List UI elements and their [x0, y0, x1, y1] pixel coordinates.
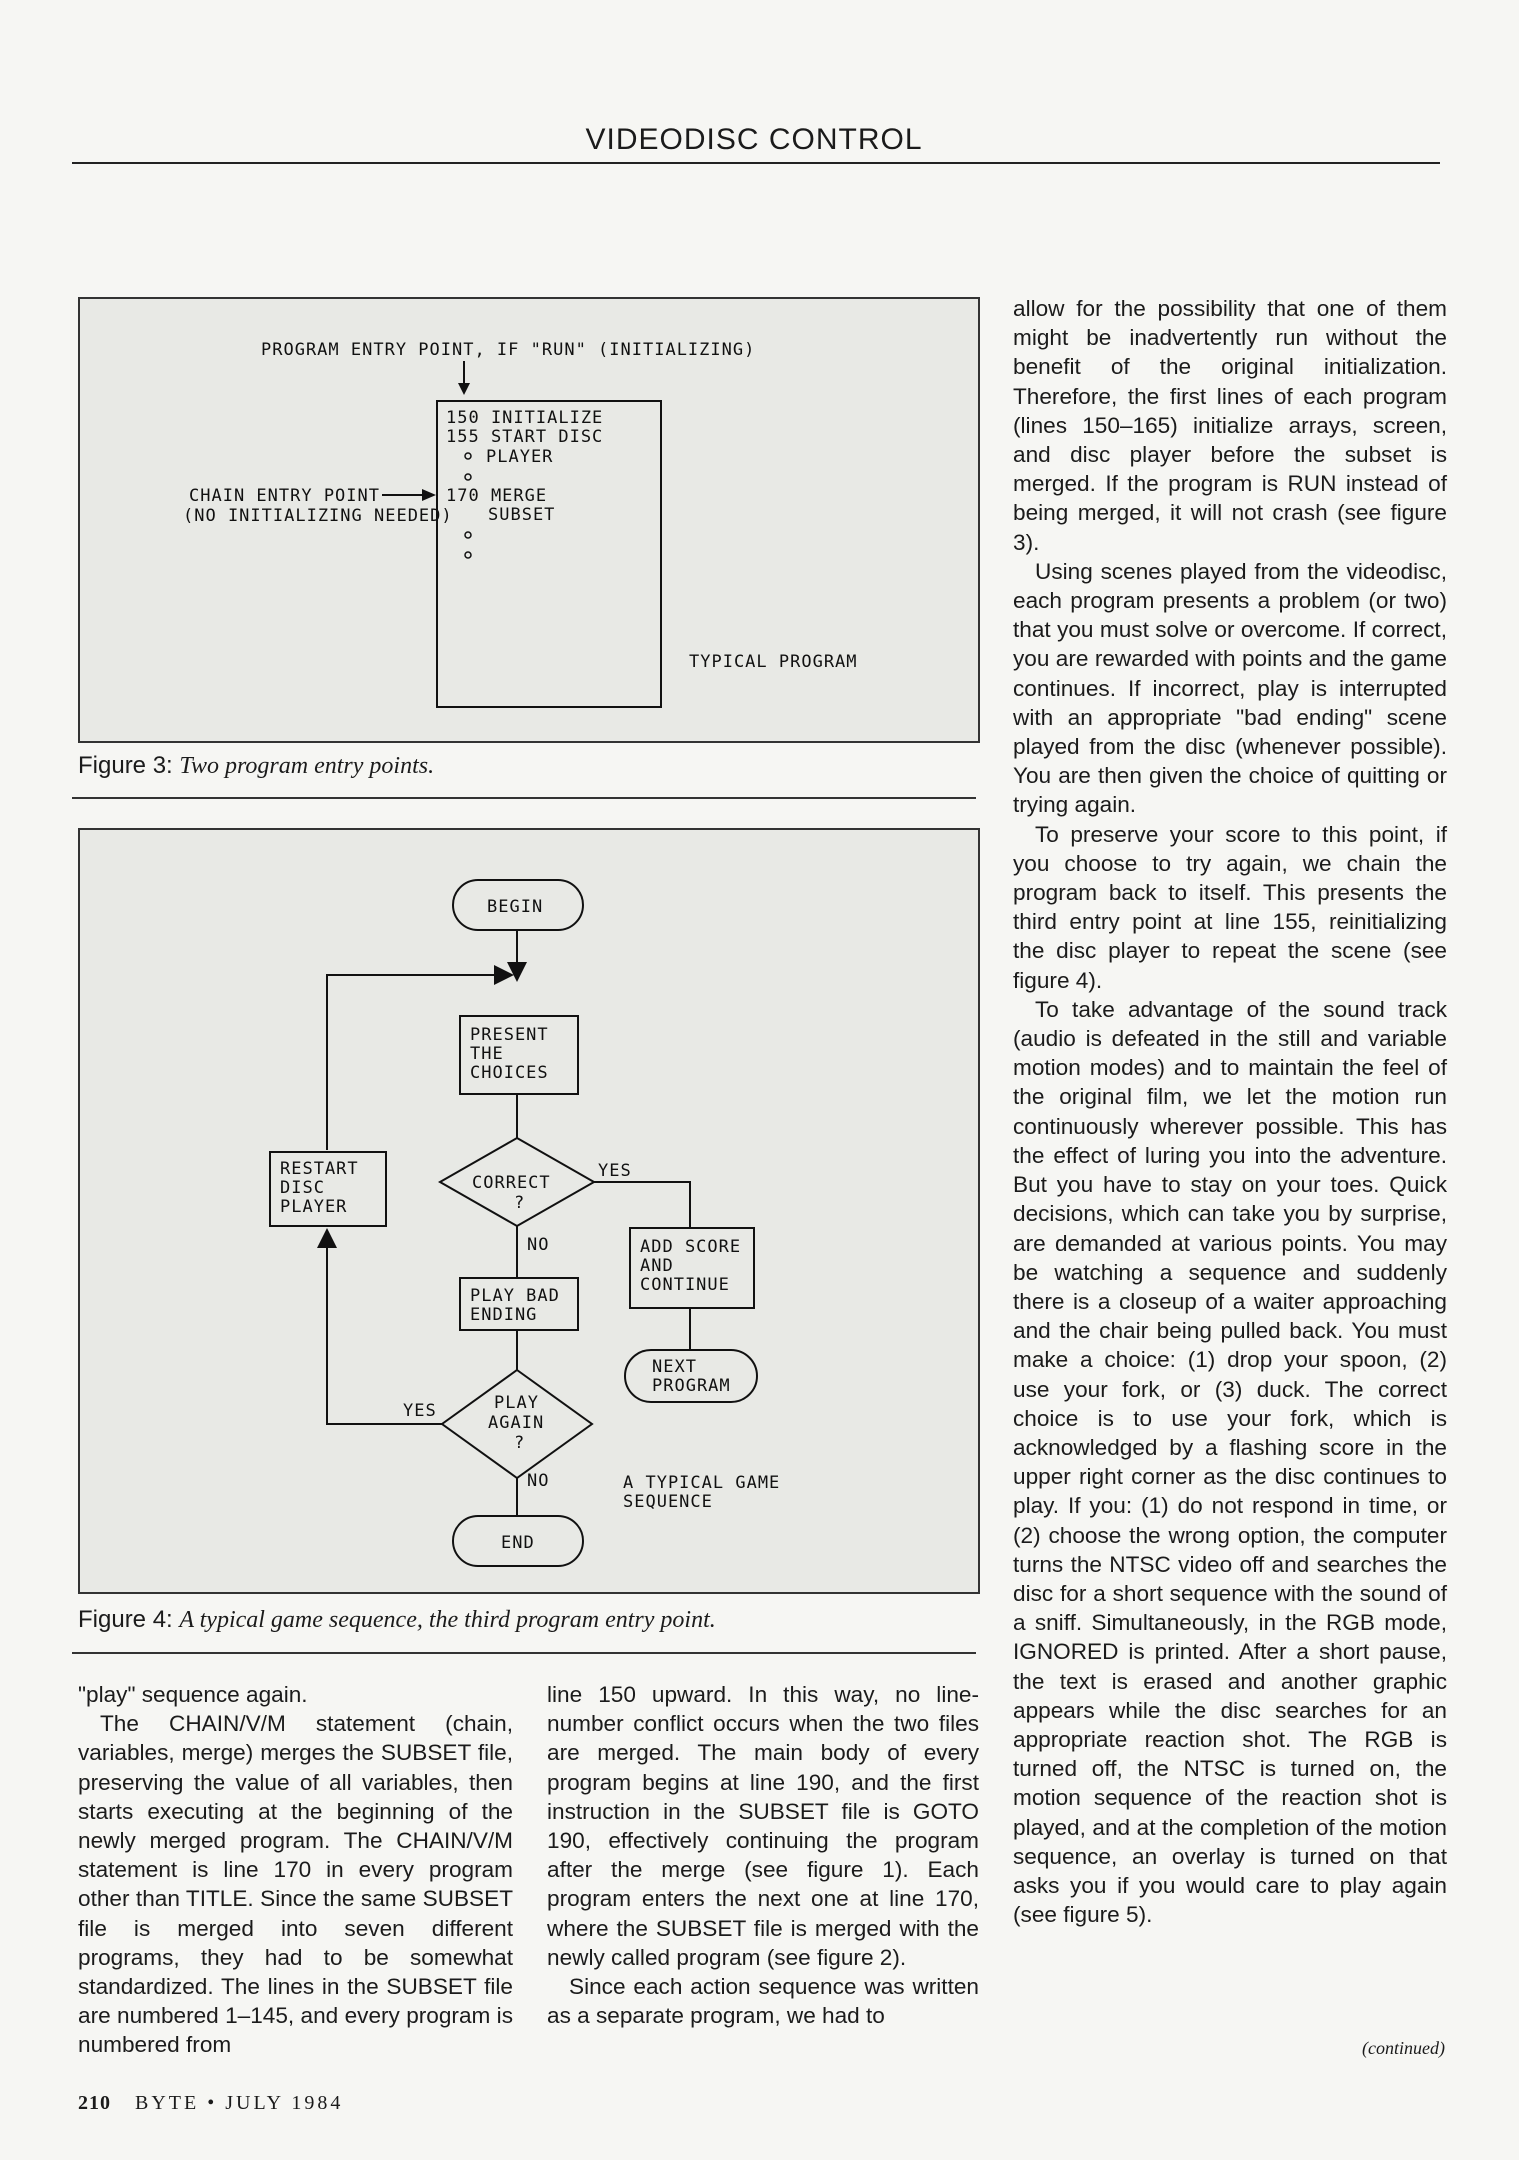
- text-column-1: [78, 1680, 513, 2060]
- fc-next-1: NEXT: [652, 1357, 697, 1377]
- fc-correct-1: CORRECT: [472, 1173, 551, 1193]
- col3-para: allow for the possibility that one of them might be inadvertently run without the benefit of the original initialization. Therefore, the first lines of each program (lines 150–165) initialize arrays, screen, and disc player before the subset is merged. If the program is RUN instead of being merged, it will not crash (see figure 3).: [1013, 296, 1447, 555]
- fig4-corner-2: SEQUENCE: [623, 1492, 713, 1512]
- col2-para: line 150 upward. In this way, no line-number conflict occurs when the two files are merged. The main body of every program begins at line 190, and the first instruction in the SUBSET file is GOTO 190, effectively continuing the program after the merge (see figure 1). Each program enters the next one at line 170, where the SUBSET file is merged with the newly called program (see figure 2).: [547, 1682, 979, 1970]
- fc-playagain-3: ?: [514, 1433, 526, 1453]
- fig3-line-170: 170 MERGE: [446, 486, 548, 506]
- col3-para: Using scenes played from the videodisc, each program presents a problem (or two) that you must solve or overcome. If correct, you are rewarded with points and the game continues. If incorrect, play is interrupted with an appropriate "bad ending" scene played from the disc (whenever possible). You are then given the choice of quitting or trying again.: [1013, 558, 1447, 818]
- fig3-chain-arrowhead: [422, 489, 436, 501]
- fc-playbad-1: PLAY BAD: [470, 1286, 560, 1306]
- fig3-line-subset: SUBSET: [488, 505, 556, 525]
- figure-4-caption: [78, 1606, 716, 1634]
- fc-no-1: NO: [527, 1235, 550, 1255]
- fc-begin-label: BEGIN: [487, 897, 544, 917]
- continued-label: (continued): [1362, 2038, 1445, 2058]
- page-header: [72, 118, 1440, 164]
- figure-4-flowchart: [80, 830, 978, 1592]
- col2-para: Since each action sequence was written as a separate program, we had to: [547, 1974, 979, 2029]
- fig3-entry-arrowhead: [458, 383, 470, 395]
- fc-end-label: END: [501, 1533, 535, 1553]
- text-column-3: [1013, 294, 1447, 1929]
- fig3-corner-label: TYPICAL PROGRAM: [689, 652, 858, 672]
- fc-restart-2: DISC: [280, 1178, 325, 1198]
- magazine-name: BYTE: [135, 2092, 200, 2114]
- fig3-dot: [465, 453, 471, 459]
- fc-next-2: PROGRAM: [652, 1376, 731, 1396]
- fig4-caption-text: A typical game sequence, the third program entry point.: [179, 1607, 716, 1633]
- fc-addscore-3: CONTINUE: [640, 1275, 730, 1295]
- fig4-rule: [72, 1652, 976, 1654]
- fig3-caption-text: Two program entry points.: [179, 753, 435, 779]
- fc-addscore-2: AND: [640, 1256, 674, 1276]
- figure-3-diagram: [80, 299, 978, 741]
- fc-correct-2: ?: [514, 1193, 526, 1213]
- issue-date: JULY 1984: [225, 2092, 344, 2114]
- fig4-corner-1: A TYPICAL GAME: [623, 1473, 781, 1493]
- fc-playagain-2: AGAIN: [488, 1413, 545, 1433]
- fig3-dot: [465, 552, 471, 558]
- fig3-chain-label-2: (NO INITIALIZING NEEDED): [183, 506, 453, 526]
- fc-yes-2: YES: [403, 1401, 437, 1421]
- fc-no-2: NO: [527, 1471, 550, 1491]
- fc-yes2-line: [327, 1232, 442, 1424]
- fig3-line-155: 155 START DISC: [446, 427, 604, 447]
- fig3-dot: [465, 474, 471, 480]
- fig3-dot: [465, 532, 471, 538]
- col1-para: The CHAIN/V/M statement (chain, variables, merge) merges the SUBSET file, preserving the value of all variables, then starts executing at the beginning of the newly merged program. The CHAIN/V/M statement is line 170 in every program other than TITLE. Since the same SUBSET file is merged into seven different programs, they had to be somewhat standardized. The lines in the SUBSET file are numbered 1–145, and every program is numbered from: [78, 1711, 513, 2058]
- fig3-line-player: PLAYER: [486, 447, 554, 467]
- header-title: VIDEODISC CONTROL: [585, 123, 923, 156]
- fc-present-2: THE: [470, 1044, 504, 1064]
- figure-4: [78, 828, 980, 1594]
- fc-present-3: CHOICES: [470, 1063, 549, 1083]
- col3-para: To take advantage of the sound track (audio is defeated in the still and variable motion modes) and to maintain the feel of the original film, we let the motion run continuously wherever possible. This has the effect of luring you into the adventure. But you have to stay on your toes. Quick decisions, which can take you by surprise, are demanded at various points. You may be watching a sequence and suddenly there is a closeup of a waiter approaching and the chair being pulled back. You must make a choice: (1) drop your spoon, (2) use your fork, or (3) duck. The correct choice is to use your fork, which is acknowledged by a flashing score in the upper right corner as the disc continues to play. If you: (1) do not respond in time, or (2) choose the wrong option, the computer turns the NTSC video off and searches the disc for a short sequence with the sound of a sniff. Simultaneously, in the RGB mode, IGNORED is printed. After a short pause, the text is erased and another graphic appears while the disc searches for an appropriate reaction shot. The RGB is turned off, the NTSC is turned on, the motion sequence of the reaction shot is played, and at the completion of the motion sequence, an overlay is turned on that asks you if you would care to play again (see figure 5).: [1013, 996, 1447, 1928]
- fig3-rule: [72, 797, 976, 799]
- fig3-entry-label: PROGRAM ENTRY POINT, IF "RUN" (INITIALIZING): [261, 340, 756, 360]
- fig4-caption-label: Figure 4:: [78, 1606, 173, 1633]
- fc-restart-3: PLAYER: [280, 1197, 348, 1217]
- fig3-chain-label-1: CHAIN ENTRY POINT: [189, 486, 380, 506]
- fc-playbad-2: ENDING: [470, 1305, 538, 1325]
- fc-restart-1: RESTART: [280, 1159, 359, 1179]
- fc-playagain-1: PLAY: [494, 1393, 539, 1413]
- footer-separator: •: [207, 2092, 218, 2114]
- fc-yes-line: [594, 1182, 690, 1228]
- fig3-line-150: 150 INITIALIZE: [446, 408, 604, 428]
- fc-addscore-1: ADD SCORE: [640, 1237, 742, 1257]
- figure-3: [78, 297, 980, 743]
- fc-present-1: PRESENT: [470, 1025, 549, 1045]
- page-footer: [78, 2092, 343, 2115]
- col3-para: To preserve your score to this point, if you choose to try again, we chain the program back to itself. This presents the third entry point at line 155, reinitializing the disc player to repeat the scene (see figure 4).: [1013, 821, 1447, 993]
- page-number: 210: [78, 2092, 111, 2114]
- fc-yes-1: YES: [598, 1161, 632, 1181]
- fig3-caption-label: Figure 3:: [78, 752, 173, 779]
- figure-3-caption: [78, 752, 434, 780]
- text-column-2: [547, 1680, 979, 2030]
- col1-para: "play" sequence again.: [78, 1682, 308, 1707]
